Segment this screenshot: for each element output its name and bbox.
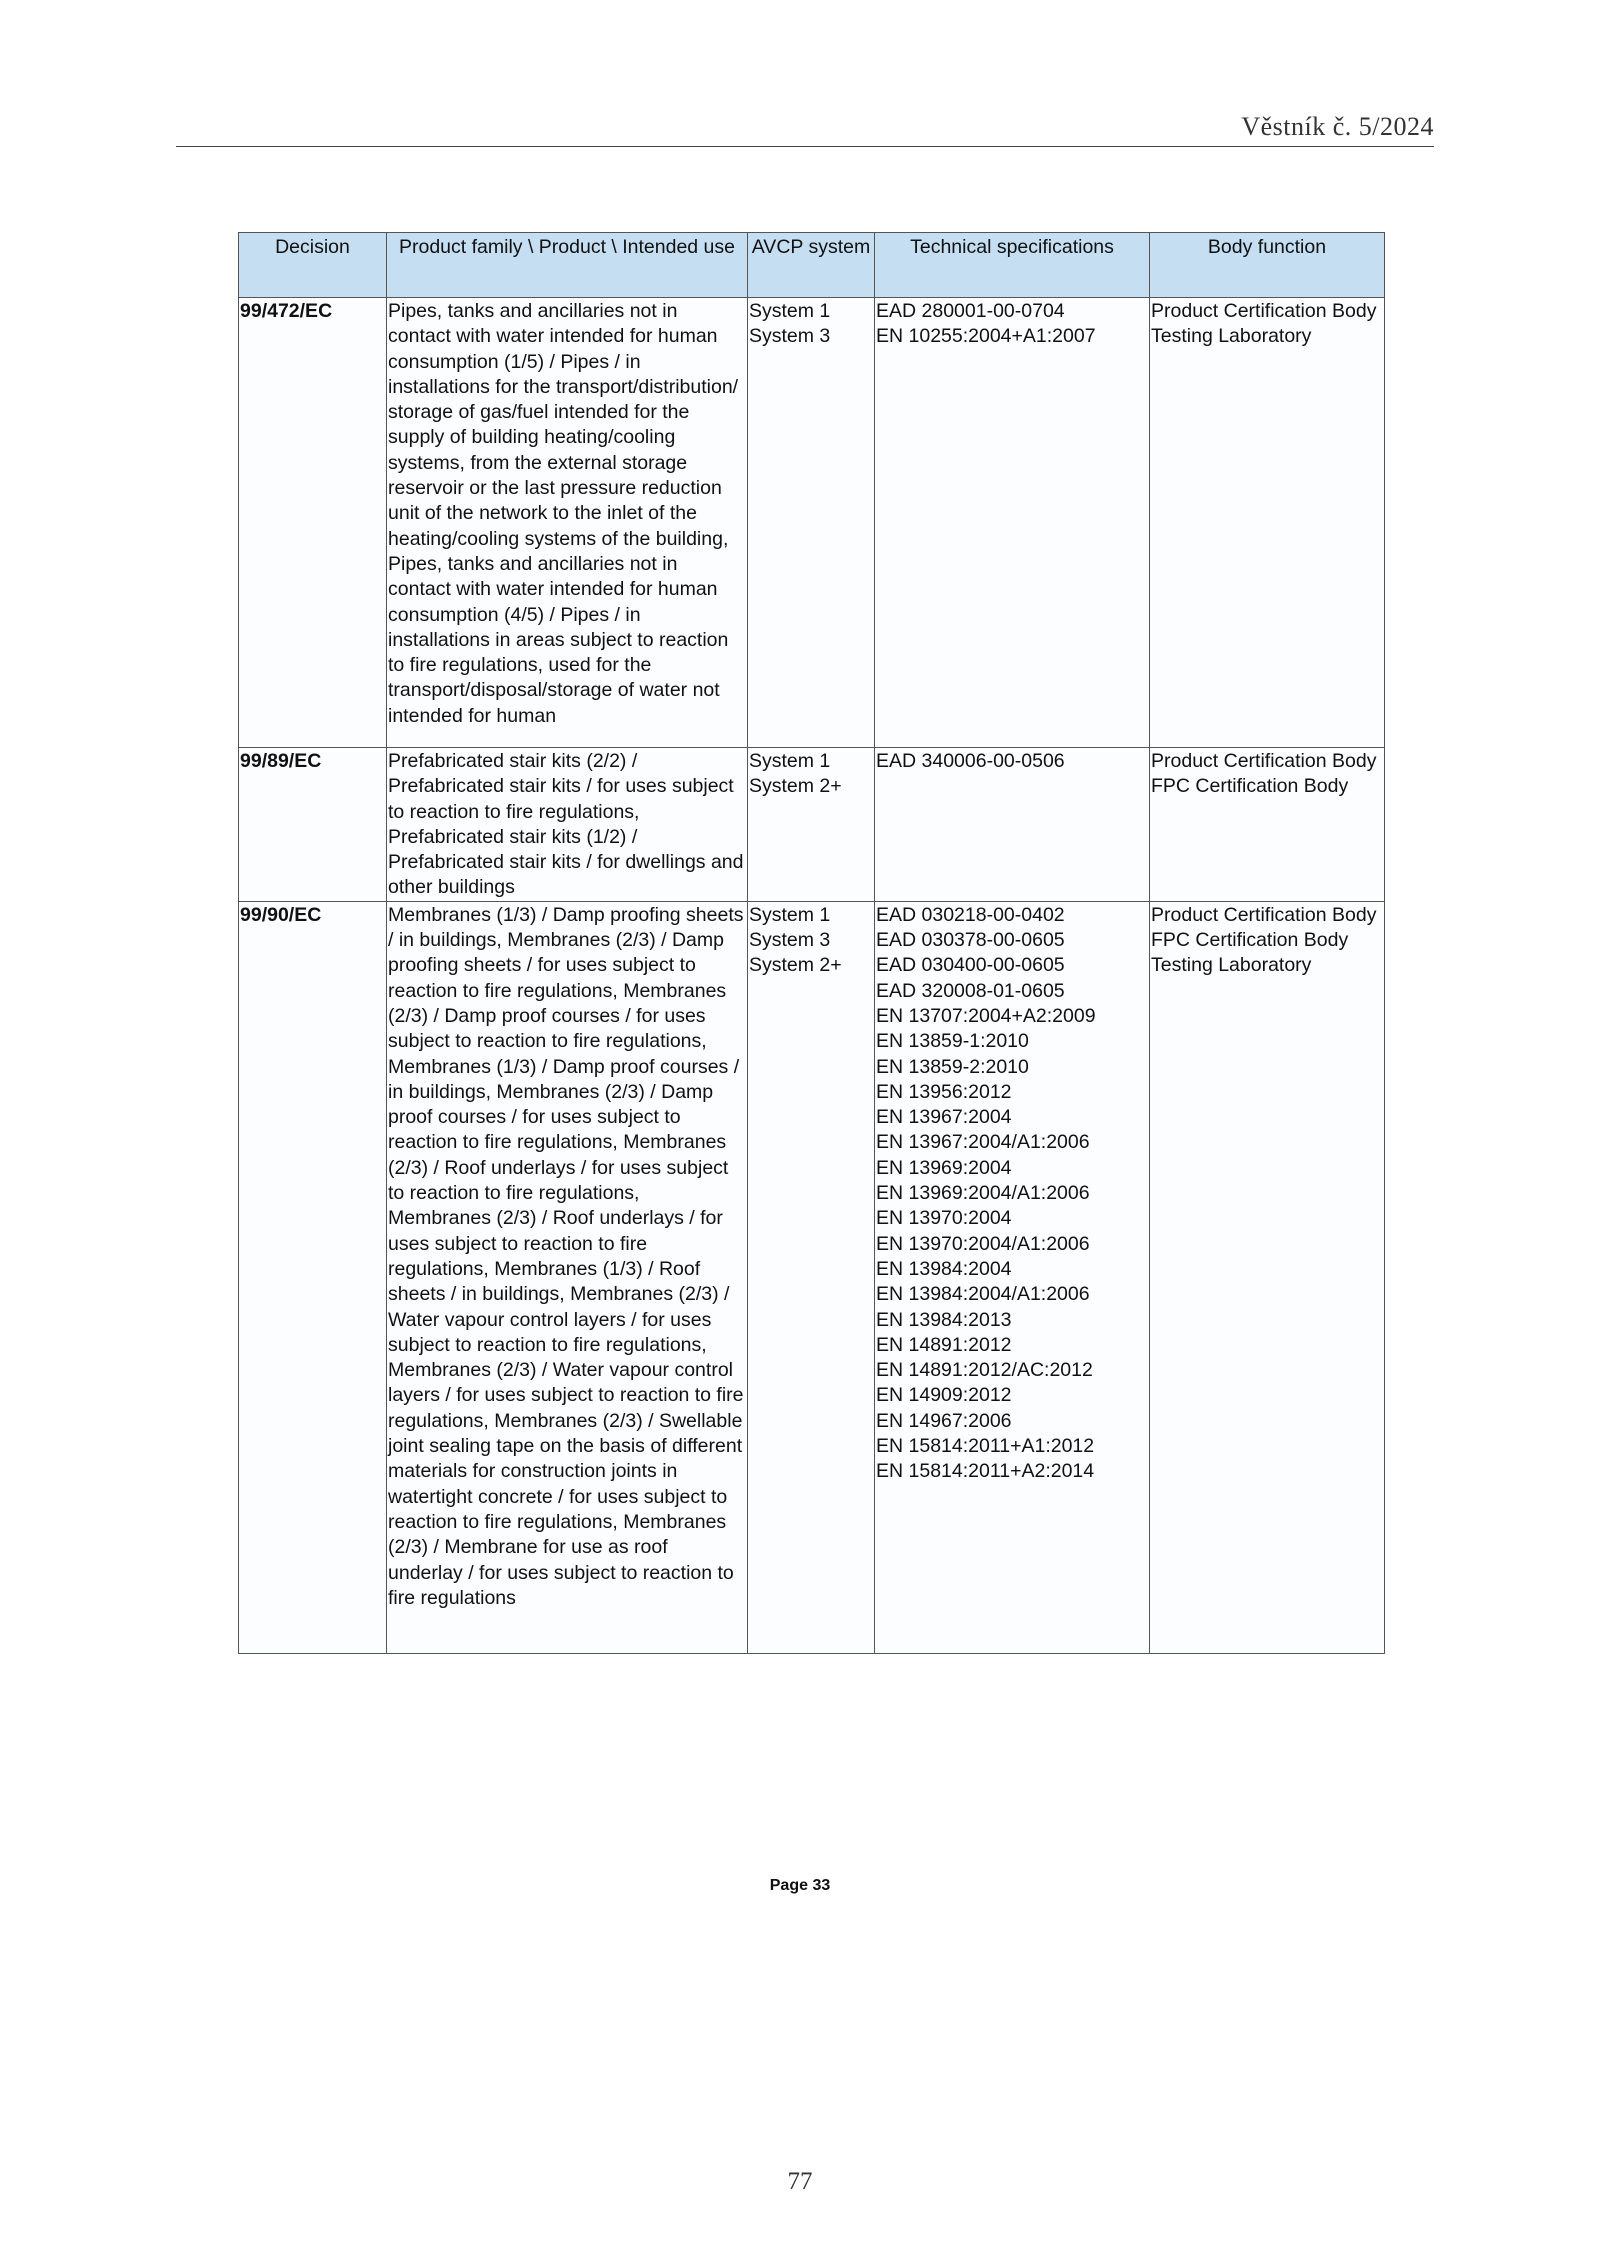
spec-line: EN 13859-2:2010 <box>876 1055 1029 1078</box>
avcp-cell <box>748 901 875 1653</box>
product-line: proof courses / for uses subject to <box>388 1106 681 1129</box>
product-line: to reaction to fire regulations, <box>388 1182 640 1205</box>
product-line: underlay / for uses subject to reaction to <box>388 1561 734 1584</box>
product-line: sheets / in buildings, Membranes (2/3) / <box>388 1283 730 1306</box>
product-line: Membranes (2/3) / Roof underlays / for <box>388 1207 723 1230</box>
product-line: joint sealing tape on the basis of different <box>388 1435 743 1458</box>
spec-line: EN 13859-1:2010 <box>876 1030 1029 1053</box>
body-function-line: FPC Certification Body <box>1151 775 1349 798</box>
product-line: Membranes (2/3) / Water vapour control <box>388 1359 733 1382</box>
spec-line: EN 13969:2004/A1:2006 <box>876 1182 1090 1205</box>
decision-cell: 99/89/EC <box>239 748 387 902</box>
product-line: transport/disposal/storage of water not <box>388 679 720 702</box>
page-number: 77 <box>787 2168 813 2195</box>
spec-line: EN 14891:2012/AC:2012 <box>876 1359 1093 1382</box>
body-function-line: FPC Certification Body <box>1151 929 1349 952</box>
product-line: unit of the network to the inlet of the <box>388 502 697 525</box>
spec-line: EN 14909:2012 <box>876 1384 1012 1407</box>
spec-line: EAD 340006-00-0506 <box>876 750 1065 772</box>
spec-line: EAD 280001-00-0704 <box>876 300 1065 322</box>
product-line: Prefabricated stair kits (2/2) / <box>388 750 638 772</box>
product-line: Pipes, tanks and ancillaries not in <box>388 300 678 322</box>
spec-line: EN 10255:2004+A1:2007 <box>876 325 1096 348</box>
column-header-decision: Decision <box>239 233 387 298</box>
spec-line: EN 13967:2004/A1:2006 <box>876 1131 1090 1154</box>
product-line: to reaction to fire regulations, <box>388 800 640 823</box>
body-function-cell <box>1150 901 1385 1653</box>
specs-cell <box>875 901 1150 1653</box>
page-label: Page 33 <box>769 1877 831 1894</box>
table-row <box>239 901 1385 1653</box>
avcp-line: System 1 <box>749 300 831 322</box>
product-line: regulations, Membranes (2/3) / Swellable <box>388 1409 743 1432</box>
product-line: Prefabricated stair kits / for dwellings and <box>388 851 744 874</box>
product-line: intended for human <box>388 704 557 727</box>
avcp-line: System 1 <box>749 903 831 926</box>
avcp-cell <box>748 298 875 748</box>
product-line: (2/3) / Roof underlays / for uses subject <box>388 1156 729 1179</box>
product-line: reservoir or the last pressure reduction <box>388 477 722 500</box>
product-line: systems, from the external storage <box>388 451 688 474</box>
body-function-line: Product Certification Body <box>1151 903 1377 926</box>
body-function-line: Product Certification Body <box>1151 300 1377 322</box>
product-line: reaction to fire regulations, Membranes <box>388 1131 727 1154</box>
product-line: heating/cooling systems of the building, <box>388 527 729 550</box>
product-line: installations for the transport/distribution/ <box>388 375 739 398</box>
product-line: Prefabricated stair kits (1/2) / <box>388 825 638 848</box>
avcp-line: System 2+ <box>749 775 842 798</box>
decisions-table <box>238 232 1385 1654</box>
avcp-cell <box>748 748 875 902</box>
header-divider <box>176 146 1434 147</box>
avcp-line: System 3 <box>749 929 831 952</box>
column-header-body: Body function <box>1150 233 1385 298</box>
spec-line: EN 15814:2011+A2:2014 <box>876 1460 1095 1483</box>
product-line: consumption (4/5) / Pipes / in <box>388 603 641 626</box>
table-header-row <box>239 233 1385 298</box>
spec-line: EN 13969:2004 <box>876 1156 1012 1179</box>
product-line: (2/3) / Damp proof courses / for uses <box>388 1004 706 1027</box>
product-line: subject to reaction to fire regulations, <box>388 1030 707 1053</box>
spec-line: EN 13967:2004 <box>876 1106 1012 1129</box>
spec-line: EN 14967:2006 <box>876 1409 1012 1432</box>
column-header-specs: Technical specifications <box>875 233 1150 298</box>
product-line: to fire regulations, used for the <box>388 654 652 677</box>
avcp-line: System 2+ <box>749 954 842 977</box>
product-line: / in buildings, Membranes (2/3) / Damp <box>388 929 724 952</box>
product-line: Prefabricated stair kits / for uses subject <box>388 775 734 798</box>
avcp-line: System 1 <box>749 750 831 772</box>
body-function-line: Product Certification Body <box>1151 750 1377 772</box>
spec-line: EN 14891:2012 <box>876 1333 1012 1356</box>
column-header-product: Product family \ Product \ Intended use <box>387 233 748 298</box>
product-line: regulations, Membranes (1/3) / Roof <box>388 1257 701 1280</box>
product-line: proofing sheets / for uses subject to <box>388 954 696 977</box>
product-line: consumption (1/5) / Pipes / in <box>388 350 641 373</box>
spec-line: EN 13984:2013 <box>876 1308 1012 1331</box>
product-line: storage of gas/fuel intended for the <box>388 401 690 424</box>
spec-line: EN 13970:2004 <box>876 1207 1012 1230</box>
body-function-cell <box>1150 748 1385 902</box>
body-function-cell <box>1150 298 1385 748</box>
product-line: supply of building heating/cooling <box>388 426 676 449</box>
spec-line: EAD 030400-00-0605 <box>876 954 1065 977</box>
product-line: (2/3) / Membrane for use as roof <box>388 1536 668 1559</box>
product-line: watertight concrete / for uses subject to <box>388 1485 728 1508</box>
product-line: uses subject to reaction to fire <box>388 1232 648 1255</box>
product-line: contact with water intended for human <box>388 325 718 348</box>
product-line: reaction to fire regulations, Membranes <box>388 1510 727 1533</box>
spec-line: EN 13956:2012 <box>876 1080 1012 1103</box>
product-cell <box>387 748 748 902</box>
specs-cell <box>875 298 1150 748</box>
product-line: in buildings, Membranes (2/3) / Damp <box>388 1080 714 1103</box>
spec-line: EN 13707:2004+A2:2009 <box>876 1004 1096 1027</box>
spec-line: EN 15814:2011+A1:2012 <box>876 1435 1095 1458</box>
body-function-line: Testing Laboratory <box>1151 954 1312 977</box>
spec-line: EN 13970:2004/A1:2006 <box>876 1232 1090 1255</box>
product-line: Membranes (1/3) / Damp proof courses / <box>388 1055 740 1078</box>
product-line: layers / for uses subject to reaction to fire <box>388 1384 744 1407</box>
product-line: other buildings <box>388 876 515 899</box>
product-line: materials for construction joints in <box>388 1460 678 1483</box>
spec-line: EN 13984:2004 <box>876 1257 1012 1280</box>
product-cell <box>387 901 748 1653</box>
spec-line: EAD 030218-00-0402 <box>876 903 1065 926</box>
product-line: reaction to fire regulations, Membranes <box>388 979 727 1002</box>
product-line: contact with water intended for human <box>388 578 718 601</box>
specs-cell <box>875 748 1150 902</box>
journal-title: Věstník č. 5/2024 <box>1241 112 1434 141</box>
decision-cell: 99/472/EC <box>239 298 387 748</box>
product-line: subject to reaction to fire regulations, <box>388 1333 707 1356</box>
product-line: Membranes (1/3) / Damp proofing sheets <box>388 903 744 926</box>
product-line: fire regulations <box>388 1586 516 1609</box>
avcp-line: System 3 <box>749 325 831 348</box>
spec-line: EN 13984:2004/A1:2006 <box>876 1283 1090 1306</box>
product-line: installations in areas subject to reaction <box>388 628 729 651</box>
product-line: Pipes, tanks and ancillaries not in <box>388 552 678 575</box>
spec-line: EAD 320008-01-0605 <box>876 979 1065 1002</box>
product-cell <box>387 298 748 748</box>
table-row <box>239 748 1385 902</box>
decision-cell: 99/90/EC <box>239 901 387 1653</box>
column-header-avcp: AVCP system <box>748 233 875 298</box>
spec-line: EAD 030378-00-0605 <box>876 929 1065 952</box>
body-function-line: Testing Laboratory <box>1151 325 1312 348</box>
product-line: Water vapour control layers / for uses <box>388 1308 712 1331</box>
table-row <box>239 298 1385 748</box>
